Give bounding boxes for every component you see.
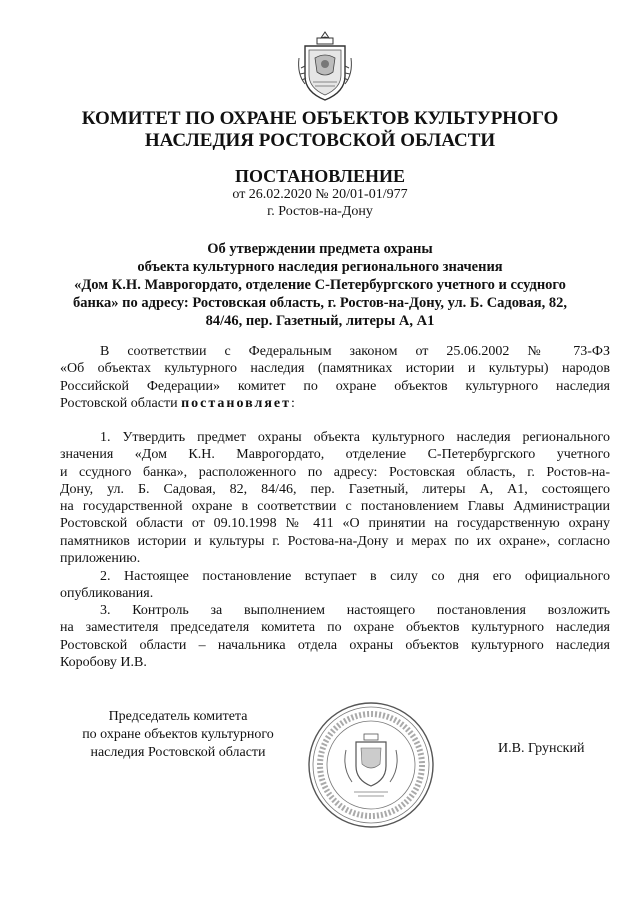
item-3-line-1: 3. Контроль за выполнением настоящего постановления возложить	[100, 603, 610, 618]
subject-line-3: «Дом К.Н. Маврогордато, отделение С-Петербургского учетного и ссудного	[74, 277, 566, 293]
preamble-line-1: В соответствии с Федеральным законом от 25.06.2002 № 73-ФЗ	[100, 344, 610, 359]
item-3-line-3: Ростовской области – начальника отдела охраны объектов культурного наследия	[60, 637, 610, 653]
item-2-paragraph	[60, 568, 610, 603]
item-3-paragraph	[60, 602, 610, 671]
resolves-word: постановляет	[181, 395, 292, 411]
signatory-name: И.В. Грунский	[498, 741, 585, 756]
subject-line-2: объекта культурного наследия регионального значения	[137, 259, 503, 275]
item-3-line-4: Коробову И.В.	[60, 654, 147, 670]
preamble-line-2: «Об объектах культурного наследия (памятниках истории и культуры) народов	[60, 361, 610, 377]
colon: :	[291, 395, 295, 411]
official-seal-icon	[306, 700, 436, 830]
item-1-line-8: приложению.	[60, 551, 141, 567]
item-1-line-3: и ссудного банка», расположенного по адресу: Ростовская область, г. Ростов-на-	[60, 464, 610, 480]
organization-name	[0, 108, 640, 152]
preamble-line-3: Российской Федерации» комитет по охране объектов культурного наследия	[60, 378, 610, 394]
signatory-title-line-1: Председатель комитета	[108, 709, 248, 724]
item-1-line-1: 1. Утвердить предмет охраны объекта культурного наследия регионального	[100, 430, 610, 445]
document-subject	[60, 240, 580, 330]
subject-line-4: банка» по адресу: Ростовская область, г. Ростов-на-Дону, ул. Б. Садовая, 82,	[73, 295, 567, 311]
preamble-line-4	[60, 395, 610, 412]
item-2-line-1: 2. Настоящее постановление вступает в силу со дня его официального	[100, 569, 610, 584]
item-3-line-2: на заместителя председателя комитета по охране объектов культурного наследия	[60, 620, 610, 636]
preamble-paragraph	[60, 343, 610, 412]
item-1-line-2: значения «Дом К.Н. Маврогордато, отделение С-Петербургского учетного	[60, 447, 610, 463]
signatory-title-line-2: по охране объектов культурного	[82, 727, 274, 742]
item-1-paragraph	[60, 429, 610, 567]
item-1-line-5: на государственной охране в соответствии с постановлением Главы Администрации	[60, 499, 610, 515]
city: г. Ростов-на-Дону	[267, 204, 373, 219]
signatory-title-line-3: наследия Ростовской области	[90, 745, 266, 760]
preamble-region: Ростовской области	[60, 395, 182, 411]
date-number: от 26.02.2020 № 20/01-01/977	[232, 187, 408, 202]
document-type: ПОСТАНОВЛЕНИЕ	[234, 166, 406, 186]
subject-line-5: 84/46, пер. Газетный, литеры А, А1	[205, 313, 435, 329]
document-meta	[0, 186, 640, 220]
subject-line-1: Об утверждении предмета охраны	[207, 241, 433, 257]
item-1-line-6: Ростовской области от 09.10.1998 № 411 «О принятии на государственную охрану	[60, 516, 610, 532]
org-line-1: КОМИТЕТ ПО ОХРАНЕ ОБЪЕКТОВ КУЛЬТУРНОГО	[81, 108, 559, 129]
signatory-title	[58, 708, 298, 762]
coat-of-arms-icon	[295, 28, 355, 104]
item-2-line-2: опубликования.	[60, 586, 154, 602]
item-1-line-7: памятников истории и культуры г. Ростова-на-Дону и мерах по их охране», согласно	[60, 533, 610, 549]
item-1-line-4: Дону, ул. Б. Садовая, 82, 84/46, пер. Газетный, литеры А, А1, состоящего	[60, 481, 610, 497]
org-line-2: НАСЛЕДИЯ РОСТОВСКОЙ ОБЛАСТИ	[144, 130, 496, 151]
